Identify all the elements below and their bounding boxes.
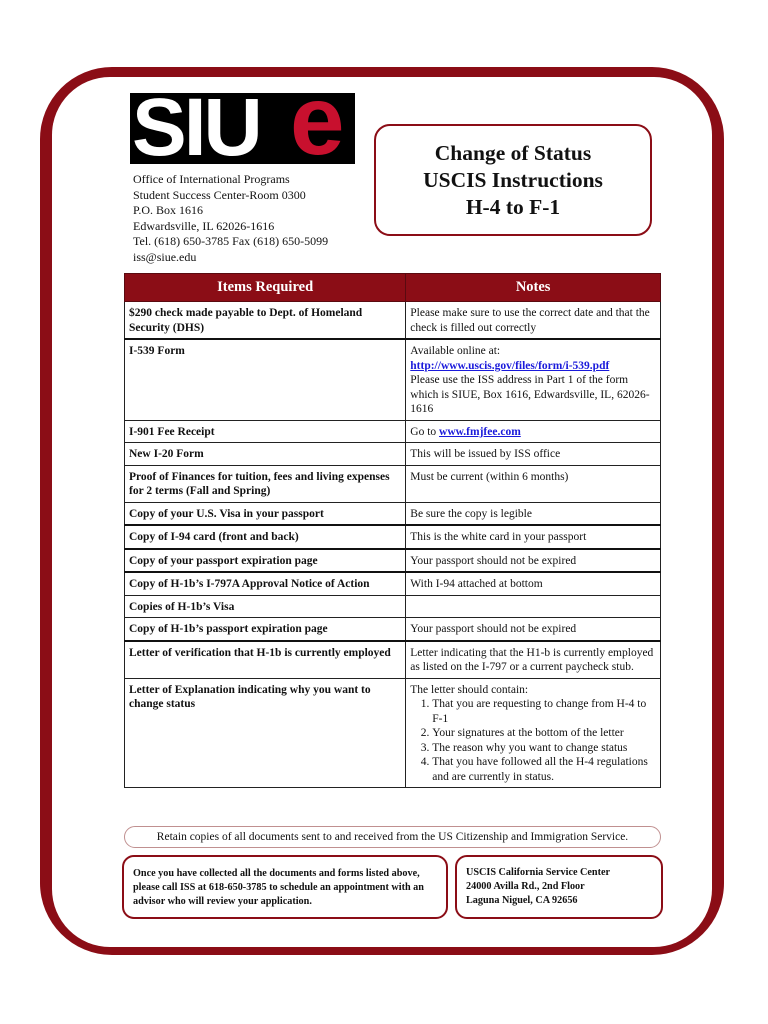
contact-block: [133, 172, 328, 265]
title-line-2: USCIS Instructions: [423, 168, 603, 192]
list-item: 4. That you have followed all the H-4 regulations and are currently in status.: [432, 755, 656, 784]
note-cell: This is the white card in your passport: [406, 525, 661, 549]
item-cell: I-901 Fee Receipt: [125, 420, 406, 443]
note-text: Available online at:: [410, 345, 501, 357]
title-box: [374, 124, 652, 236]
title-line-1: Change of Status: [434, 141, 592, 165]
item-cell: New I-20 Form: [125, 443, 406, 466]
letter-contents-list: [410, 697, 656, 784]
table-row: [125, 641, 661, 679]
header-notes: Notes: [406, 274, 661, 302]
contact-city: Edwardsville, IL 62026-1616: [133, 218, 275, 233]
uscis-address-box: [455, 855, 663, 919]
note-text: The letter should contain:: [410, 683, 529, 696]
item-cell: Letter of Explanation indicating why you want to change status: [125, 678, 406, 788]
note-cell: Your passport should not be expired: [406, 549, 661, 573]
note-cell: Letter indicating that the H1-b is currently employed as listed on the I-797 or a current paycheck stub.: [406, 641, 661, 679]
contact-phone: Tel. (618) 650-3785 Fax (618) 650-5099: [133, 234, 329, 248]
note-cell: [406, 339, 661, 420]
address-line-1: USCIS California Service Center: [466, 867, 611, 878]
item-cell: I-539 Form: [125, 339, 406, 420]
table-row: [125, 572, 661, 595]
address-line-3: Laguna Niguel, CA 92656: [466, 895, 578, 906]
table-row: [125, 443, 661, 466]
note-cell: Must be current (within 6 months): [406, 465, 661, 502]
table-row: [125, 502, 661, 525]
fmjfee-link[interactable]: www.fmjfee.com: [439, 425, 521, 438]
table-row: [125, 302, 661, 340]
contact-po-box: P.O. Box 1616: [133, 203, 204, 217]
contact-room: Student Success Center-Room 0300: [133, 187, 306, 202]
item-cell: Proof of Finances for tuition, fees and living expenses for 2 terms (Fall and Spring): [125, 465, 406, 502]
list-item: 3. The reason why you want to change status: [432, 741, 656, 756]
note-cell: This will be issued by ISS office: [406, 443, 661, 466]
table-row: [125, 420, 661, 443]
list-item: 2. Your signatures at the bottom of the letter: [432, 726, 656, 741]
note-cell: With I-94 attached at bottom: [406, 572, 661, 595]
table-row: [125, 618, 661, 641]
logo-siu-text: SIU: [132, 93, 260, 164]
siue-logo: [130, 93, 355, 164]
list-item: 1. That you are requesting to change from H-4 to F-1: [432, 697, 656, 726]
title-line-3: H-4 to F-1: [465, 195, 561, 219]
table-row: [125, 525, 661, 549]
note-cell: [406, 595, 661, 618]
item-cell: $290 check made payable to Dept. of Homeland Security (DHS): [125, 302, 406, 340]
i539-link[interactable]: http://www.uscis.gov/files/form/i-539.pdf: [410, 359, 610, 372]
table-row: [125, 549, 661, 573]
contact-office: Office of International Programs: [133, 172, 290, 186]
note-cell: Be sure the copy is legible: [406, 502, 661, 525]
note-cell: Please make sure to use the correct date and that the check is filled out correctly: [406, 302, 661, 340]
table-row: [125, 339, 661, 420]
item-cell: Letter of verification that H-1b is currently employed: [125, 641, 406, 679]
items-table: [124, 273, 661, 788]
note-cell: Your passport should not be expired: [406, 618, 661, 641]
contact-email: iss@siue.edu: [133, 249, 197, 264]
table-row: [125, 465, 661, 502]
appointment-box: Once you have collected all the documents and forms listed above, please call ISS at 618-650-3785 to schedule an appointment with an advisor who will review your application.: [122, 855, 448, 919]
item-cell: Copy of your U.S. Visa in your passport: [125, 502, 406, 525]
table-header-row: [125, 274, 661, 302]
item-cell: Copy of H-1b’s passport expiration page: [125, 618, 406, 641]
note-text: Please use the ISS address in Part 1 of the form which is SIUE, Box 1616, Edwardsville, IL, 62026-1616: [410, 374, 650, 415]
item-cell: Copy of your passport expiration page: [125, 549, 406, 573]
address-line-2: 24000 Avilla Rd., 2nd Floor: [466, 881, 585, 892]
note-text: Go to: [410, 425, 440, 438]
header-items-required: Items Required: [125, 274, 406, 302]
note-cell: [406, 678, 661, 788]
item-cell: Copy of I-94 card (front and back): [125, 525, 406, 549]
retain-copies-note: Retain copies of all documents sent to and received from the US Citizenship and Immigration Service.: [124, 826, 661, 848]
table-row: [125, 678, 661, 788]
item-cell: Copy of H-1b’s I-797A Approval Notice of Action: [125, 572, 406, 595]
note-cell: [406, 420, 661, 443]
item-cell: Copies of H-1b’s Visa: [125, 595, 406, 618]
table-row: [125, 595, 661, 618]
logo-e-text: e: [290, 93, 345, 164]
